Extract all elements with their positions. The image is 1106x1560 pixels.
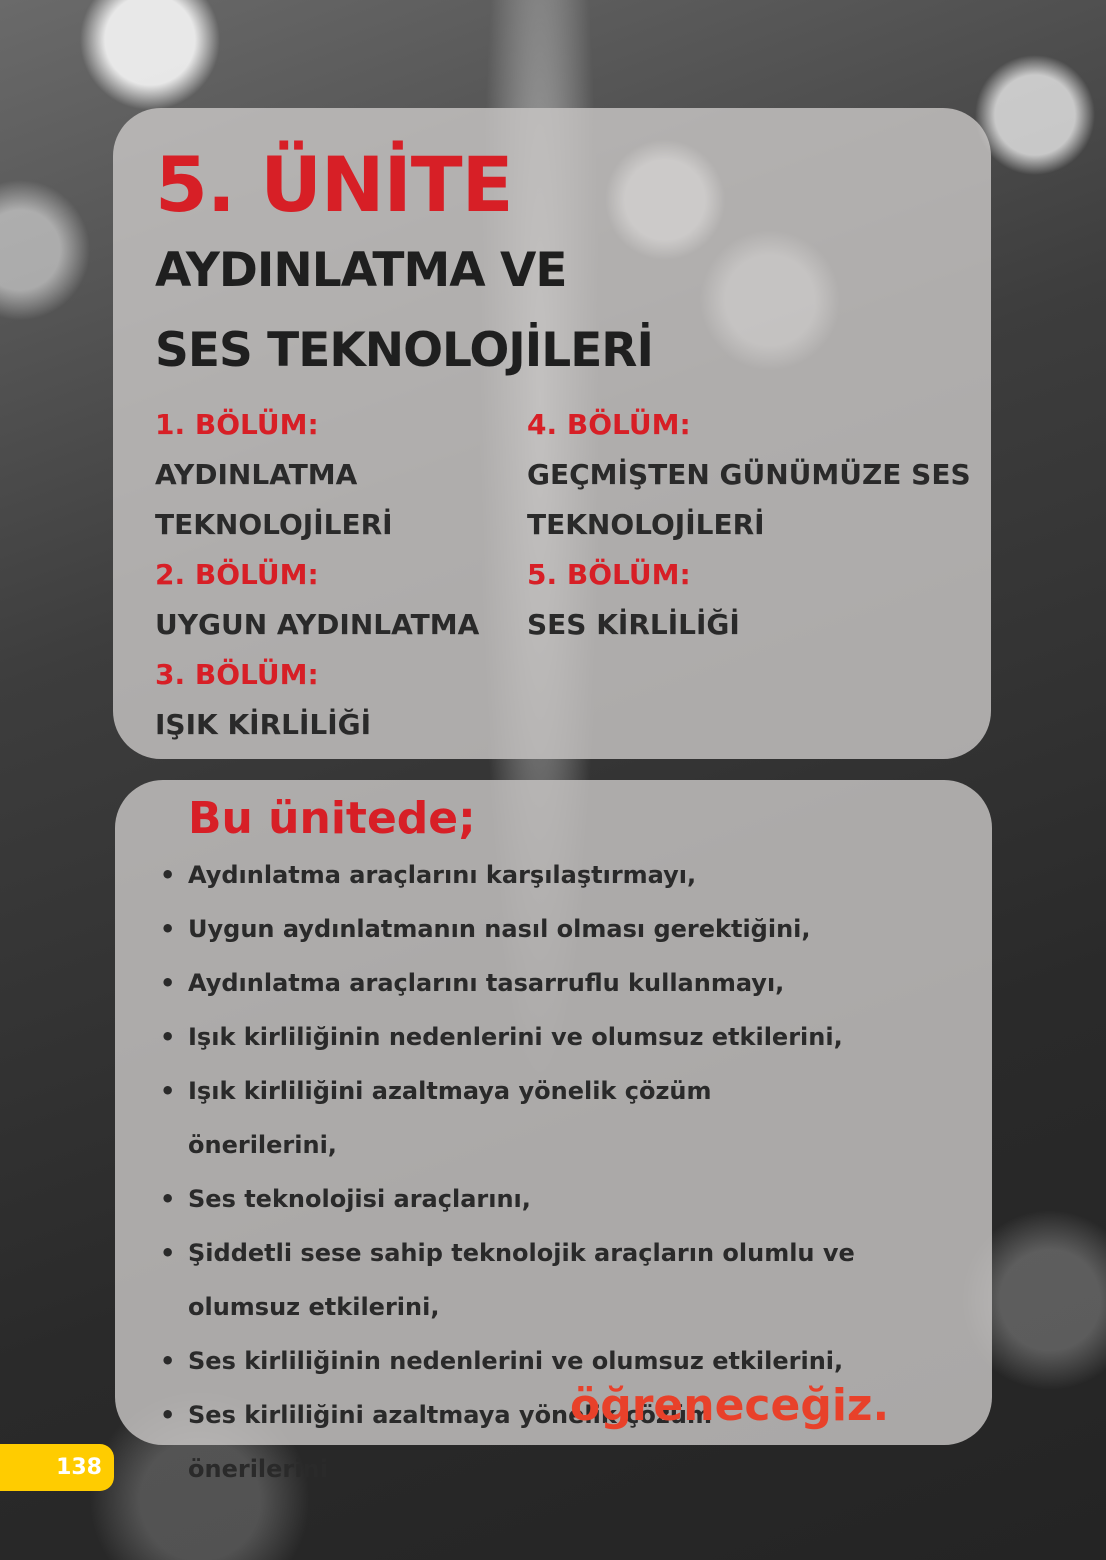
section-heading: 4. BÖLÜM: [527,408,691,441]
section-title: TEKNOLOJİLERİ [155,508,393,541]
page-number: 138 [0,1444,114,1491]
list-item: • Ses kirliliğinin nedenlerini ve olumsuz etkilerini, [160,1334,860,1388]
section-heading: 5. BÖLÜM: [527,558,691,591]
section-heading: 3. BÖLÜM: [155,658,319,691]
section-heading: 1. BÖLÜM: [155,408,319,441]
list-item: • Aydınlatma araçlarını karşılaştırmayı, [160,848,860,902]
list-item: • Işık kirliliğinin nedenlerini ve olumsuz etkilerini, [160,1010,860,1064]
unit-title-line1: AYDINLATMA VE [155,243,567,298]
sections-right [527,400,971,650]
list-item: • Ses teknolojisi araçlarını, [160,1172,860,1226]
section-heading: 2. BÖLÜM: [155,558,319,591]
list-item: • Şiddetli sese sahip teknolojik araçların olumlu ve [160,1226,860,1280]
section-title: AYDINLATMA [155,458,358,491]
list-item: • Işık kirliliğini azaltmaya yönelik çözüm önerilerini, [160,1064,860,1172]
list-item: • Uygun aydınlatmanın nasıl olması gerektiğini, [160,902,860,956]
list-item: • Ses kirliliğini azaltmaya yönelik çözüm önerilerini [160,1388,860,1496]
goals-heading: Bu ünitede; [188,793,476,844]
section-title: GEÇMİŞTEN GÜNÜMÜZE SES [527,458,971,491]
unit-number: 5. ÜNİTE [155,140,513,229]
sections-left [155,400,479,750]
unit-title-line2: SES TEKNOLOJİLERİ [155,323,653,378]
list-item-continuation: olumsuz etkilerini, [188,1293,440,1321]
section-title: TEKNOLOJİLERİ [527,508,765,541]
goals-closing: öğreneceğiz. [570,1380,890,1431]
section-title: SES KİRLİLİĞİ [527,608,740,641]
section-title: UYGUN AYDINLATMA [155,608,480,641]
section-title: IŞIK KİRLİLİĞİ [155,708,372,741]
list-item: • Aydınlatma araçlarını tasarruflu kullanmayı, [160,956,860,1010]
